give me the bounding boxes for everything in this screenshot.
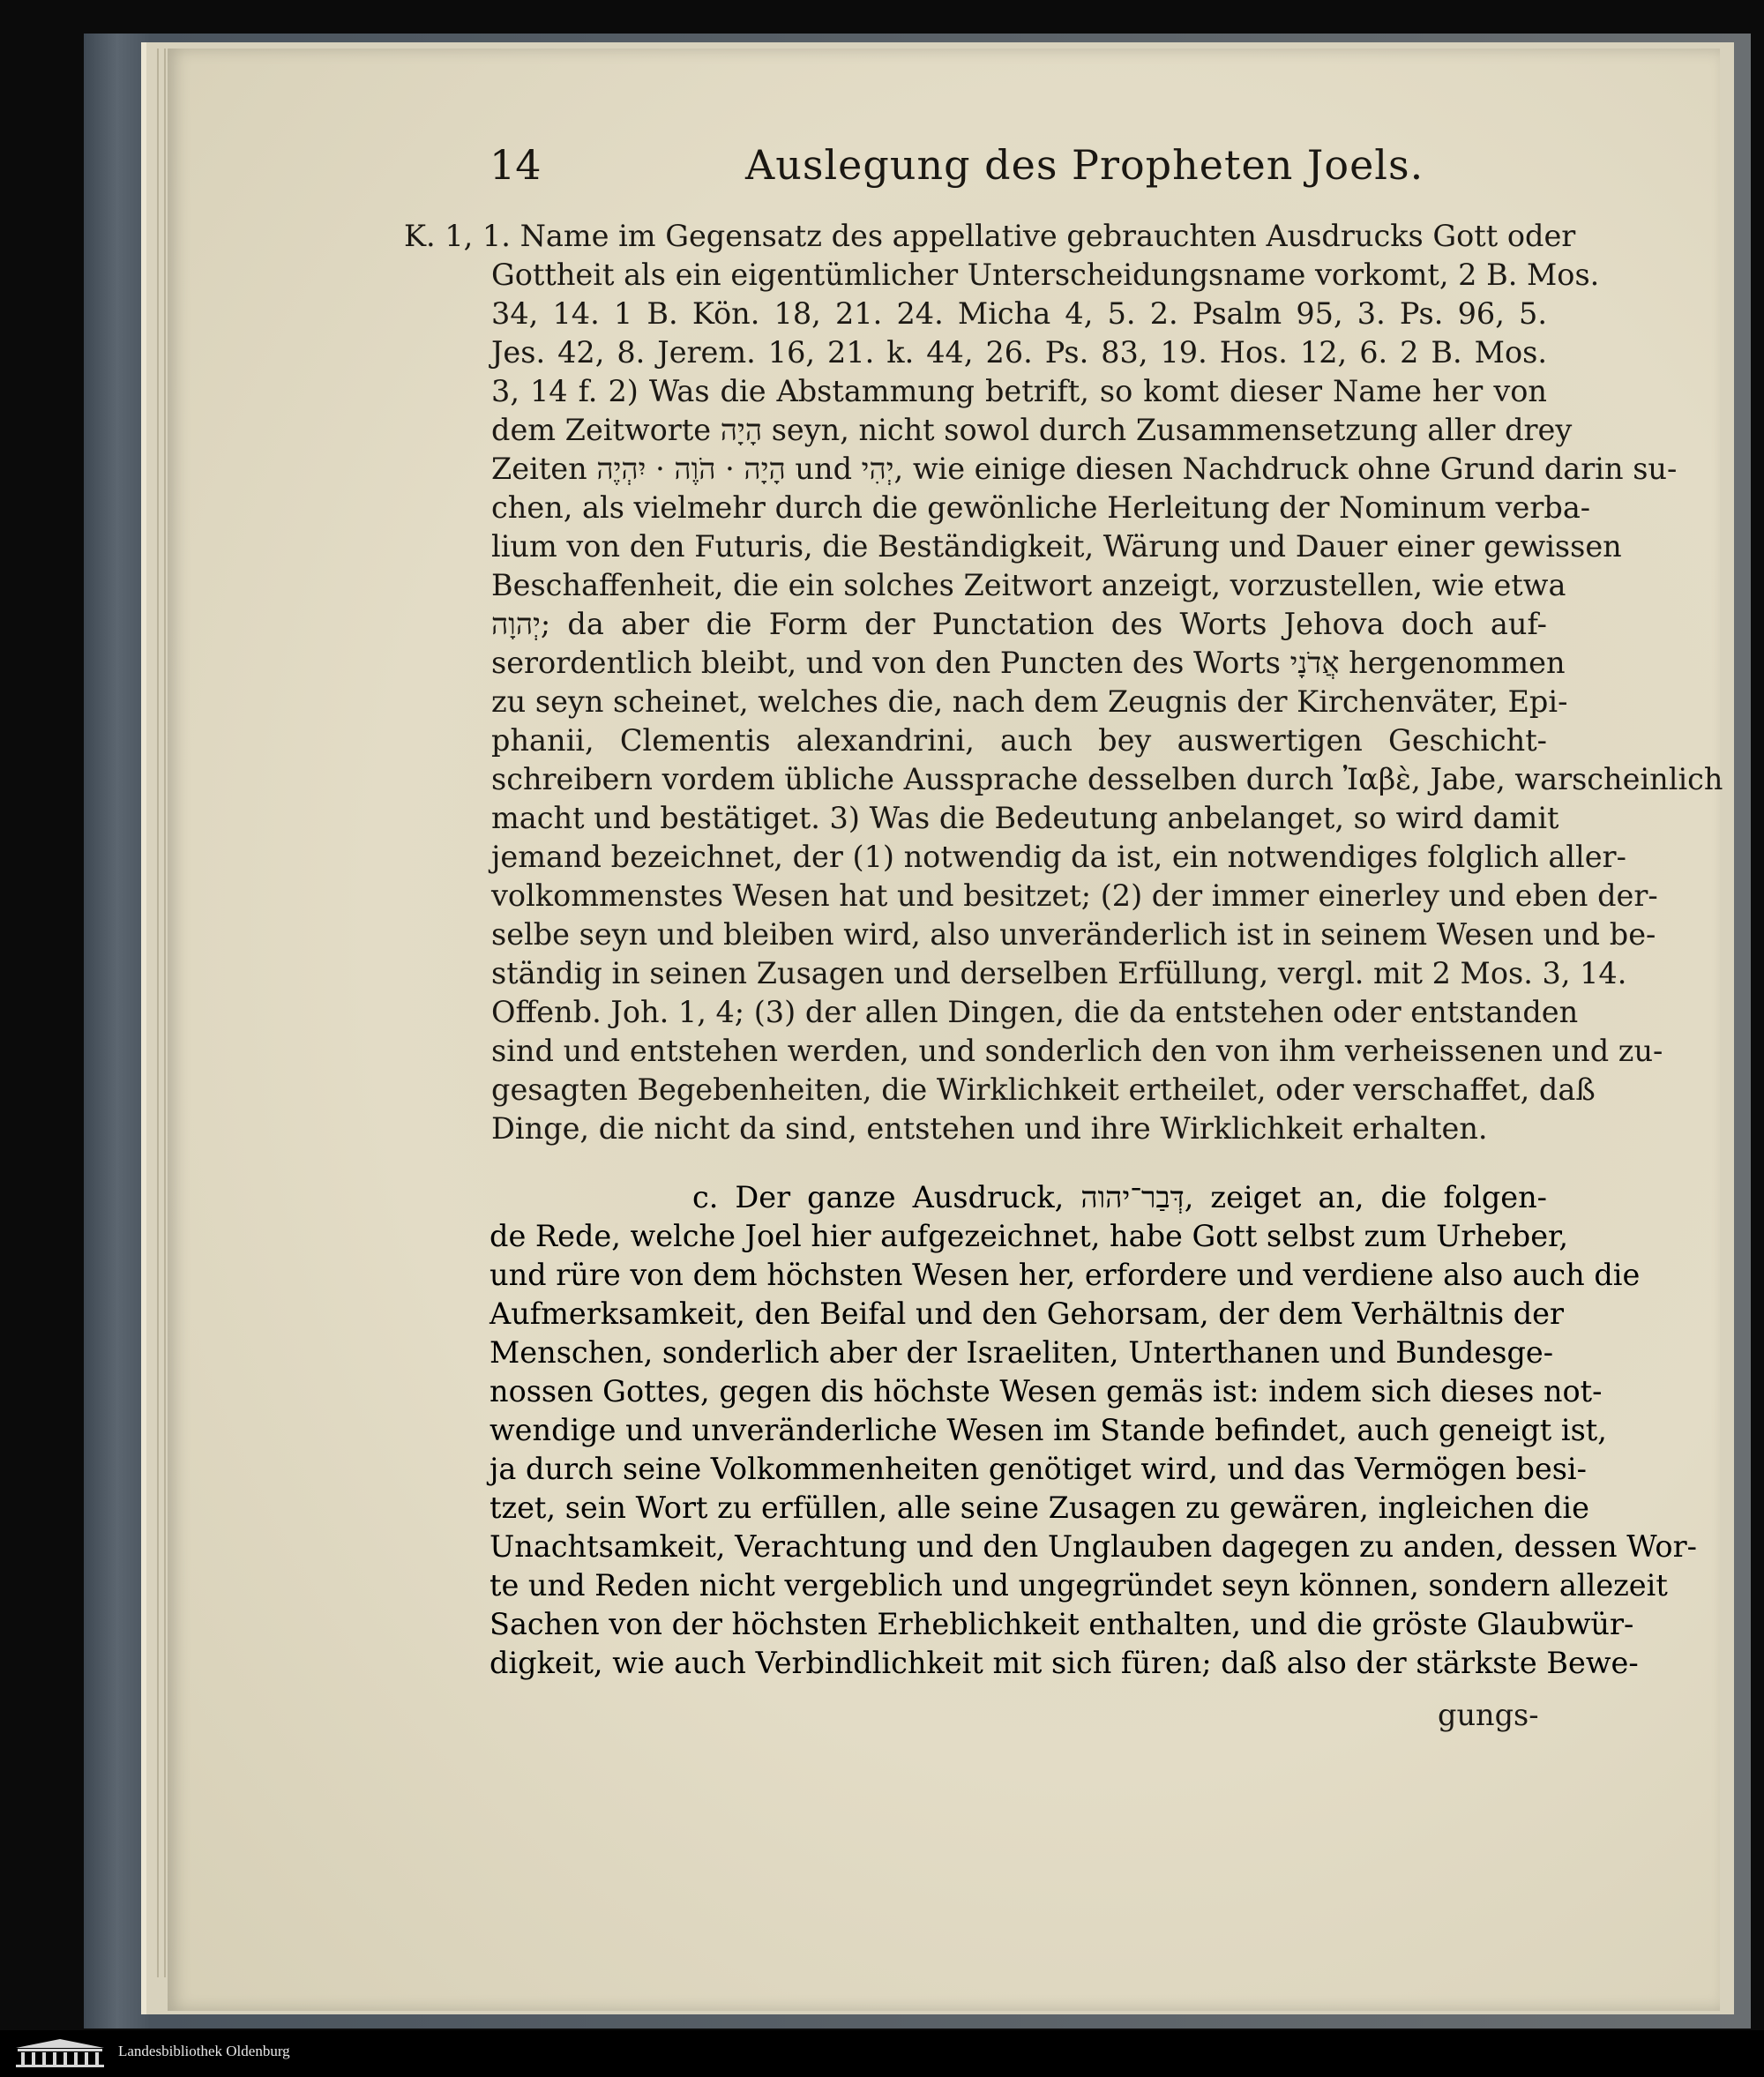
text-line: sind und entstehen werden, und sonderlich den von ihm verheissenen und zu- [491, 1034, 1663, 1068]
text-line: lium von den Futuris, die Beständigkeit, Wärung und Dauer einer gewissen [491, 529, 1622, 564]
text-line: dem Zeitworte הָיָה seyn, nicht sowol durch Zusammensetzung aller drey [491, 413, 1573, 447]
text-line: serordentlich bleibt, und von den Puncten des Worts אֲדֹנָי hergenommen [491, 646, 1566, 680]
text-line: zu seyn scheinet, welches die, nach dem Zeugnis der Kirchenväter, Epi- [491, 684, 1568, 719]
text-line: tzet, sein Wort zu erfüllen, alle seine Zusagen zu gewären, ingleichen die [490, 1491, 1589, 1525]
text-line: jemand bezeichnet, der (1) notwendig da ist, ein notwendiges folglich aller- [491, 840, 1626, 874]
running-head [490, 141, 1548, 203]
text-line: digkeit, wie auch Verbindlichkeit mit sich füren; daß also der stärkste Bewe- [490, 1646, 1639, 1680]
text-line: selbe seyn und bleiben wird, also unveränderlich ist in seinem Wesen und be- [491, 917, 1656, 952]
text-line: ja durch seine Volkommenheiten genötiget wird, und das Vermögen besi- [490, 1452, 1587, 1486]
paragraph-c [490, 1178, 1697, 1683]
text-line: Menschen, sonderlich aber der Israeliten, Unterthanen und Bundesge- [490, 1335, 1554, 1370]
text-line: c. Der ganze Ausdruck, דְּבַר־יהוה, zeiget an, die folgen- [692, 1180, 1548, 1214]
page-title: Auslegung des Propheten Joels. [745, 141, 1424, 189]
footer-bar [0, 2030, 1764, 2077]
text-line: gesagten Begebenheiten, die Wirklichkeit ertheilet, oder verschaffet, daß [491, 1072, 1596, 1107]
text-line: Offenb. Joh. 1, 4; (3) der allen Dingen, die da entstehen oder entstanden [491, 995, 1579, 1029]
library-name[interactable]: Landesbibliothek Oldenburg [118, 2043, 290, 2059]
text-line: macht und bestätiget. 3) Was die Bedeutung anbelanget, so wird damit [491, 801, 1559, 835]
catchword: gungs- [1438, 1698, 1539, 1732]
text-line: phanii, Clementis alexandrini, auch bey auswertigen Geschicht- [491, 723, 1547, 758]
text-line-content: Name im Gegensatz des appellative gebrauchten Ausdrucks Gott oder [519, 219, 1576, 253]
text-line: volkommenstes Wesen hat und besitzet; (2) der immer einerley und eben der- [491, 878, 1658, 913]
text-line: de Rede, welche Joel hier aufgezeichnet, habe Gott selbst zum Urheber, [490, 1219, 1569, 1253]
text-line: schreibern vordem übliche Aussprache desselben durch Ἰαβὲ, Jabe, warscheinlich [491, 762, 1723, 796]
text-line: nossen Gottes, gegen dis höchste Wesen gemäs ist: indem sich dieses not- [490, 1374, 1603, 1408]
page-number: 14 [490, 141, 542, 189]
text-line: Gottheit als ein eigentümlicher Unterscheidungsname vorkomt, 2 B. Mos. [491, 258, 1600, 292]
text-line: wendige und unveränderliche Wesen im Stande befindet, auch geneigt ist, [490, 1413, 1607, 1447]
text-line: 3, 14 f. 2) Was die Abstammung betrift, so komt dieser Name her von [491, 374, 1547, 408]
text-line: Aufmerksamkeit, den Beifal und den Gehorsam, der dem Verhältnis der [490, 1296, 1565, 1331]
text-line: chen, als vielmehr durch die gewönliche Herleitung der Nominum verba- [491, 490, 1591, 525]
paragraph-marker: K. 1, 1. [404, 219, 511, 253]
library-building-icon [12, 2037, 108, 2069]
text-line: und rüre von dem höchsten Wesen her, erfordere und verdiene also auch die [490, 1258, 1641, 1292]
page-edge-line [157, 49, 159, 1977]
text-line [404, 217, 1576, 256]
text-line: 34, 14. 1 B. Kön. 18, 21. 24. Micha 4, 5. 2. Psalm 95, 3. Ps. 96, 5. [491, 296, 1547, 331]
text-line: Dinge, die nicht da sind, entstehen und ihre Wirklichkeit erhalten. [491, 1111, 1488, 1146]
text-line: ständig in seinen Zusagen und derselben Erfüllung, vergl. mit 2 Mos. 3, 14. [491, 956, 1627, 990]
text-line: Zeiten הָיָה · הֹוֶה · יִהְיֶה und יְהִי, wie einige diesen Nachdruck ohne Grund darin su- [491, 452, 1678, 486]
paragraph-b [404, 217, 1723, 1148]
text-line: יְהוָה; da aber die Form der Punctation des Worts Jehova doch auf- [491, 607, 1547, 641]
text-line: Unachtsamkeit, Verachtung und den Unglauben dagegen zu anden, dessen Wor- [490, 1529, 1697, 1564]
text-line: te und Reden nicht vergeblich und ungegründet seyn können, sondern allezeit [490, 1568, 1668, 1603]
text-line: Sachen von der höchsten Erheblichkeit enthalten, und die gröste Glaubwür- [490, 1607, 1634, 1641]
text-line: Jes. 42, 8. Jerem. 16, 21. k. 44, 26. Ps. 83, 19. Hos. 12, 6. 2 B. Mos. [491, 335, 1547, 370]
text-line: Beschaffenheit, die ein solches Zeitwort anzeigt, vorzustellen, wie etwa [491, 568, 1566, 602]
page-edge-line [164, 49, 166, 1977]
